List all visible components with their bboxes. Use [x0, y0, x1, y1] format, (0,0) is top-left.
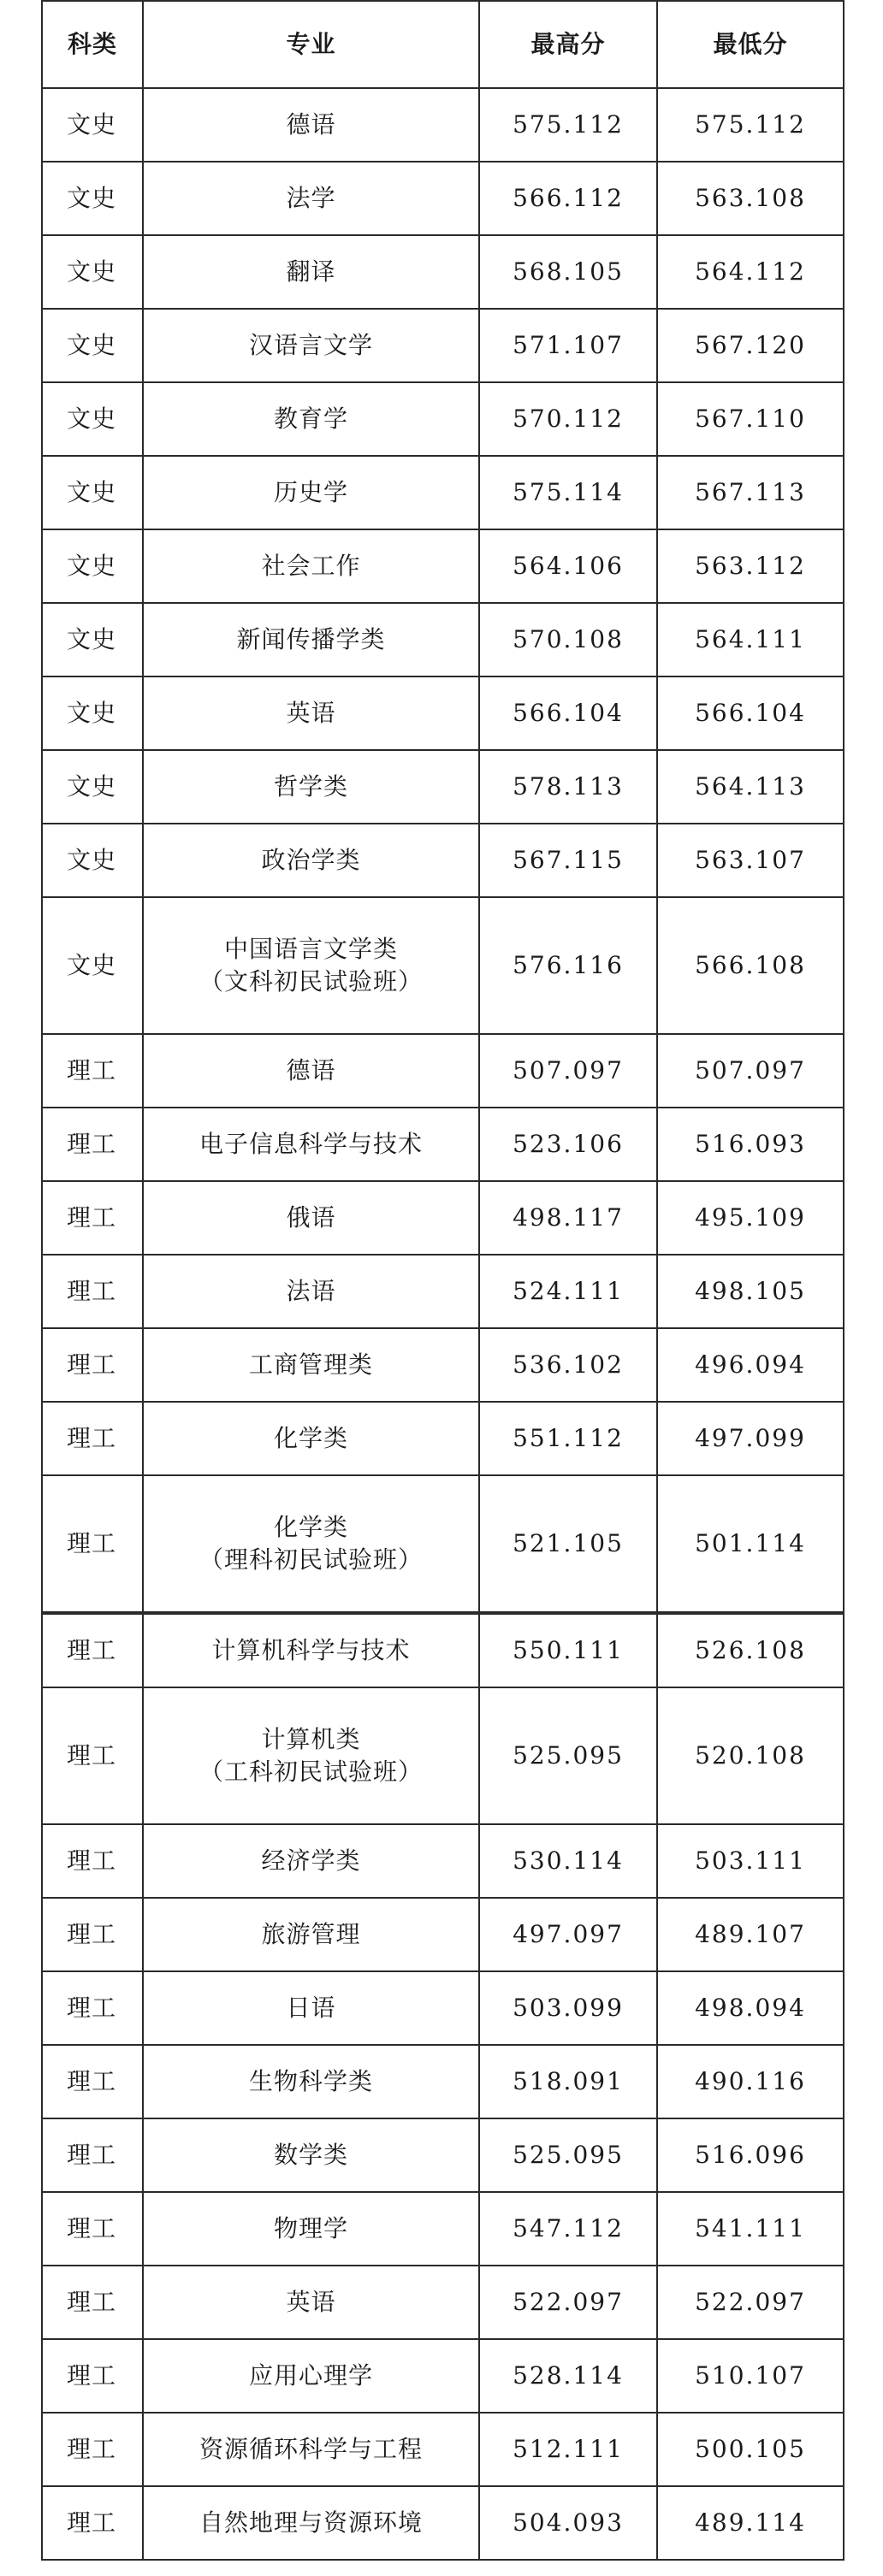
- table-row: [42, 750, 844, 824]
- category-cell: 文史: [42, 309, 143, 382]
- min-score-cell: 563.107: [657, 824, 844, 897]
- table-row: [42, 2266, 844, 2339]
- header-min-score: 最低分: [657, 1, 844, 88]
- major-cell: [143, 2339, 479, 2413]
- major-cell: [143, 750, 479, 824]
- category-cell: 文史: [42, 235, 143, 309]
- max-score-cell: 525.095: [479, 2118, 657, 2192]
- header-category: 科类: [42, 1, 143, 88]
- max-score-cell: 568.105: [479, 235, 657, 309]
- table-row: [42, 824, 844, 897]
- major-cell: [143, 2413, 479, 2486]
- min-score-cell: 564.111: [657, 603, 844, 676]
- major-name-line: 旅游管理: [261, 1920, 361, 1948]
- category-cell: 文史: [42, 824, 143, 897]
- major-cell: [143, 1255, 479, 1328]
- major-name-line: 俄语: [286, 1203, 336, 1232]
- major-name-line: 历史学: [273, 478, 348, 506]
- max-score-cell: 518.091: [479, 2045, 657, 2118]
- header-major: 专业: [143, 1, 479, 88]
- major-cell: [143, 897, 479, 1034]
- min-score-cell: 567.110: [657, 382, 844, 456]
- category-cell: 理工: [42, 1328, 143, 1402]
- major-cell: [143, 1328, 479, 1402]
- header-row: [42, 1, 844, 88]
- category-cell: 理工: [42, 2192, 143, 2266]
- min-score-cell: 567.120: [657, 309, 844, 382]
- category-cell: 理工: [42, 1475, 143, 1613]
- category-cell: 文史: [42, 88, 143, 162]
- max-score-cell: 547.112: [479, 2192, 657, 2266]
- major-cell: [143, 2045, 479, 2118]
- major-cell: [143, 1824, 479, 1898]
- header-max-score: 最高分: [479, 1, 657, 88]
- major-cell: [143, 1613, 479, 1687]
- table-row: [42, 382, 844, 456]
- category-cell: 文史: [42, 603, 143, 676]
- major-cell: [143, 603, 479, 676]
- min-score-cell: 516.093: [657, 1108, 844, 1181]
- min-score-cell: 526.108: [657, 1613, 844, 1687]
- max-score-cell: 551.112: [479, 1402, 657, 1475]
- table-row: [42, 2339, 844, 2413]
- category-cell: 文史: [42, 897, 143, 1034]
- major-name-line: 计算机科学与技术: [211, 1636, 411, 1664]
- major-name-line: 德语: [286, 110, 336, 139]
- table-row: [42, 676, 844, 750]
- table-row: [42, 2045, 844, 2118]
- max-score-cell: 525.095: [479, 1687, 657, 1824]
- table-row: [42, 1613, 844, 1687]
- max-score-cell: 571.107: [479, 309, 657, 382]
- table-row: [42, 603, 844, 676]
- category-cell: 文史: [42, 529, 143, 603]
- category-cell: 理工: [42, 2413, 143, 2486]
- table-row: [42, 1034, 844, 1108]
- major-cell: [143, 2266, 479, 2339]
- major-cell: [143, 456, 479, 529]
- major-name-line: 化学类: [273, 1513, 348, 1541]
- major-cell: [143, 1971, 479, 2045]
- category-cell: 理工: [42, 1108, 143, 1181]
- major-name-line: 汉语言文学: [248, 331, 373, 359]
- max-score-cell: 521.105: [479, 1475, 657, 1613]
- major-name-line: 经济学类: [261, 1846, 361, 1875]
- max-score-cell: 497.097: [479, 1898, 657, 1971]
- table-row: [42, 2192, 844, 2266]
- major-name-line: （工科初民试验班）: [199, 1758, 423, 1786]
- major-name-line: 法学: [286, 184, 336, 212]
- min-score-cell: 489.107: [657, 1898, 844, 1971]
- major-name-line: （理科初民试验班）: [199, 1545, 423, 1574]
- category-cell: 理工: [42, 1971, 143, 2045]
- category-cell: 理工: [42, 1898, 143, 1971]
- category-cell: 理工: [42, 1613, 143, 1687]
- table-row: [42, 1687, 844, 1824]
- max-score-cell: 507.097: [479, 1034, 657, 1108]
- major-cell: [143, 2486, 479, 2560]
- table-row: [42, 1475, 844, 1613]
- major-cell: [143, 1108, 479, 1181]
- max-score-cell: 523.106: [479, 1108, 657, 1181]
- major-cell: [143, 382, 479, 456]
- major-name-line: 新闻传播学类: [236, 625, 386, 653]
- category-cell: 理工: [42, 1255, 143, 1328]
- major-cell: [143, 1402, 479, 1475]
- table-row: [42, 456, 844, 529]
- major-cell: [143, 1898, 479, 1971]
- major-name-line: 哲学类: [273, 772, 348, 801]
- category-cell: 理工: [42, 2339, 143, 2413]
- max-score-cell: 566.104: [479, 676, 657, 750]
- major-cell: [143, 88, 479, 162]
- min-score-cell: 500.105: [657, 2413, 844, 2486]
- max-score-cell: 570.108: [479, 603, 657, 676]
- category-cell: 理工: [42, 2118, 143, 2192]
- major-cell: [143, 2118, 479, 2192]
- table-row: [42, 1255, 844, 1328]
- major-cell: [143, 529, 479, 603]
- min-score-cell: 522.097: [657, 2266, 844, 2339]
- category-cell: 理工: [42, 1824, 143, 1898]
- category-cell: 文史: [42, 750, 143, 824]
- category-cell: 文史: [42, 456, 143, 529]
- major-name-line: 资源循环科学与工程: [199, 2435, 423, 2463]
- category-cell: 理工: [42, 1687, 143, 1824]
- major-name-line: 应用心理学: [248, 2361, 373, 2390]
- max-score-cell: 570.112: [479, 382, 657, 456]
- table-row: [42, 1898, 844, 1971]
- category-cell: 理工: [42, 1034, 143, 1108]
- min-score-cell: 489.114: [657, 2486, 844, 2560]
- major-name-line: 数学类: [273, 2141, 348, 2169]
- major-name-line: 物理学: [273, 2214, 348, 2242]
- major-name-line: 工商管理类: [248, 1350, 373, 1379]
- major-name-line: 法语: [286, 1277, 336, 1305]
- category-cell: 理工: [42, 2486, 143, 2560]
- max-score-cell: 524.111: [479, 1255, 657, 1328]
- min-score-cell: 566.108: [657, 897, 844, 1034]
- min-score-cell: 495.109: [657, 1181, 844, 1255]
- min-score-cell: 490.116: [657, 2045, 844, 2118]
- max-score-cell: 498.117: [479, 1181, 657, 1255]
- table-row: [42, 529, 844, 603]
- min-score-cell: 497.099: [657, 1402, 844, 1475]
- score-table: [41, 0, 844, 2561]
- min-score-cell: 566.104: [657, 676, 844, 750]
- major-name-line: 中国语言文学类: [223, 935, 398, 963]
- major-name-line: 德语: [286, 1056, 336, 1084]
- major-cell: [143, 676, 479, 750]
- min-score-cell: 567.113: [657, 456, 844, 529]
- major-cell: [143, 824, 479, 897]
- max-score-cell: 567.115: [479, 824, 657, 897]
- min-score-cell: 498.094: [657, 1971, 844, 2045]
- category-cell: 文史: [42, 382, 143, 456]
- table-row: [42, 235, 844, 309]
- table-row: [42, 2413, 844, 2486]
- major-cell: [143, 309, 479, 382]
- table-row: [42, 162, 844, 235]
- min-score-cell: 496.094: [657, 1328, 844, 1402]
- major-name-line: 自然地理与资源环境: [199, 2508, 423, 2537]
- max-score-cell: 578.113: [479, 750, 657, 824]
- min-score-cell: 498.105: [657, 1255, 844, 1328]
- table-row: [42, 1108, 844, 1181]
- major-cell: [143, 1687, 479, 1824]
- table-row: [42, 2118, 844, 2192]
- major-name-line: 翻译: [286, 257, 336, 286]
- max-score-cell: 522.097: [479, 2266, 657, 2339]
- table-row: [42, 1181, 844, 1255]
- min-score-cell: 563.108: [657, 162, 844, 235]
- table-row: [42, 1824, 844, 1898]
- max-score-cell: 566.112: [479, 162, 657, 235]
- table-row: [42, 1328, 844, 1402]
- table-body: [42, 88, 844, 2560]
- category-cell: 理工: [42, 2266, 143, 2339]
- max-score-cell: 528.114: [479, 2339, 657, 2413]
- table-row: [42, 309, 844, 382]
- category-cell: 文史: [42, 676, 143, 750]
- table-row: [42, 2486, 844, 2560]
- min-score-cell: 510.107: [657, 2339, 844, 2413]
- max-score-cell: 550.111: [479, 1613, 657, 1687]
- major-name-line: （文科初民试验班）: [199, 967, 423, 996]
- major-cell: [143, 162, 479, 235]
- min-score-cell: 575.112: [657, 88, 844, 162]
- table-row: [42, 897, 844, 1034]
- max-score-cell: 575.114: [479, 456, 657, 529]
- major-cell: [143, 1475, 479, 1613]
- min-score-cell: 541.111: [657, 2192, 844, 2266]
- major-name-line: 生物科学类: [248, 2067, 373, 2095]
- max-score-cell: 576.116: [479, 897, 657, 1034]
- major-name-line: 化学类: [273, 1424, 348, 1452]
- min-score-cell: 503.111: [657, 1824, 844, 1898]
- min-score-cell: 520.108: [657, 1687, 844, 1824]
- major-name-line: 英语: [286, 699, 336, 727]
- table-row: [42, 88, 844, 162]
- max-score-cell: 530.114: [479, 1824, 657, 1898]
- min-score-cell: 563.112: [657, 529, 844, 603]
- major-cell: [143, 1034, 479, 1108]
- category-cell: 理工: [42, 1181, 143, 1255]
- min-score-cell: 501.114: [657, 1475, 844, 1613]
- major-name-line: 社会工作: [261, 552, 361, 580]
- major-name-line: 政治学类: [261, 846, 361, 874]
- category-cell: 文史: [42, 162, 143, 235]
- major-name-line: 计算机类: [261, 1725, 361, 1753]
- major-name-line: 教育学: [273, 405, 348, 433]
- max-score-cell: 536.102: [479, 1328, 657, 1402]
- major-cell: [143, 235, 479, 309]
- category-cell: 理工: [42, 2045, 143, 2118]
- table-row: [42, 1971, 844, 2045]
- category-cell: 理工: [42, 1402, 143, 1475]
- major-cell: [143, 1181, 479, 1255]
- max-score-cell: 575.112: [479, 88, 657, 162]
- min-score-cell: 564.112: [657, 235, 844, 309]
- major-name-line: 日语: [286, 1994, 336, 2022]
- min-score-cell: 564.113: [657, 750, 844, 824]
- major-name-line: 英语: [286, 2288, 336, 2316]
- max-score-cell: 504.093: [479, 2486, 657, 2560]
- major-name-line: 电子信息科学与技术: [199, 1130, 423, 1158]
- max-score-cell: 503.099: [479, 1971, 657, 2045]
- table-row: [42, 1402, 844, 1475]
- min-score-cell: 516.096: [657, 2118, 844, 2192]
- min-score-cell: 507.097: [657, 1034, 844, 1108]
- max-score-cell: 564.106: [479, 529, 657, 603]
- major-cell: [143, 2192, 479, 2266]
- max-score-cell: 512.111: [479, 2413, 657, 2486]
